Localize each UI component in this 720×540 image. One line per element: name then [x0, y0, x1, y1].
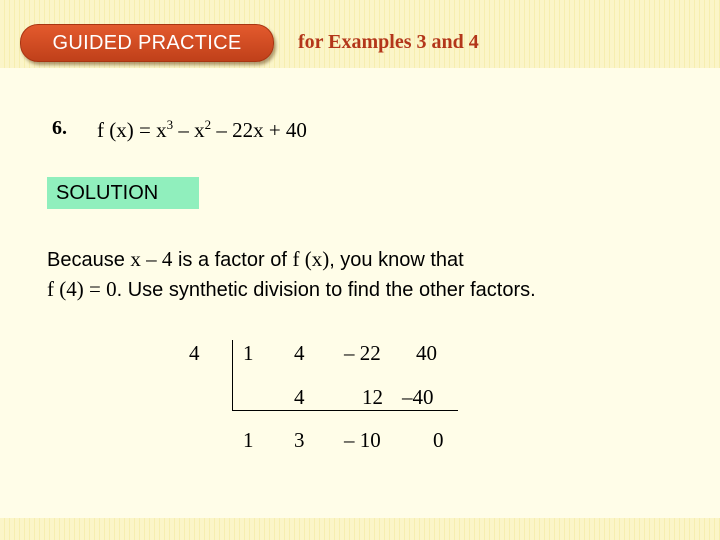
- row1-coefficient: 1: [243, 341, 254, 365]
- function-lead: f (x) = x: [97, 118, 167, 142]
- exponent-3: 3: [166, 117, 174, 132]
- explanation-text-3: , you know that: [329, 249, 464, 271]
- root-expression: f (4) = 0: [47, 277, 117, 301]
- explanation-text-1: Because: [47, 249, 131, 271]
- factor-expression: x – 4: [130, 247, 173, 271]
- row1-coefficient: – 22: [344, 341, 381, 365]
- function-tail: – 22x + 40: [211, 118, 307, 142]
- row2-product: 12: [362, 385, 383, 409]
- division-horizontal-line: [232, 410, 458, 411]
- function-definition: [97, 117, 307, 143]
- solution-explanation: [47, 245, 697, 305]
- row2-product: –40: [402, 385, 434, 409]
- explanation-text-4: . Use synthetic division to find the other factors.: [116, 279, 536, 301]
- result-coefficient: 3: [294, 428, 305, 452]
- remainder: 0: [433, 428, 444, 452]
- row1-coefficient: 4: [294, 341, 305, 365]
- explanation-text-2: is a factor of: [172, 249, 293, 271]
- result-coefficient: – 10: [344, 428, 381, 452]
- footer-band: [0, 518, 720, 540]
- solution-label: SOLUTION: [47, 177, 199, 209]
- problem-number: 6.: [52, 117, 67, 139]
- result-coefficient: 1: [243, 428, 254, 452]
- exponent-2: 2: [204, 117, 212, 132]
- function-middle: – x: [173, 118, 205, 142]
- function-expression: f (x): [292, 247, 330, 271]
- division-vertical-line: [232, 340, 233, 410]
- row1-coefficient: 40: [416, 341, 437, 365]
- guided-practice-label: GUIDED PRACTICE: [52, 32, 242, 54]
- row2-product: 4: [294, 385, 305, 409]
- guided-practice-badge: [20, 24, 274, 62]
- divisor: 4: [189, 341, 200, 365]
- examples-reference: for Examples 3 and 4: [298, 31, 479, 53]
